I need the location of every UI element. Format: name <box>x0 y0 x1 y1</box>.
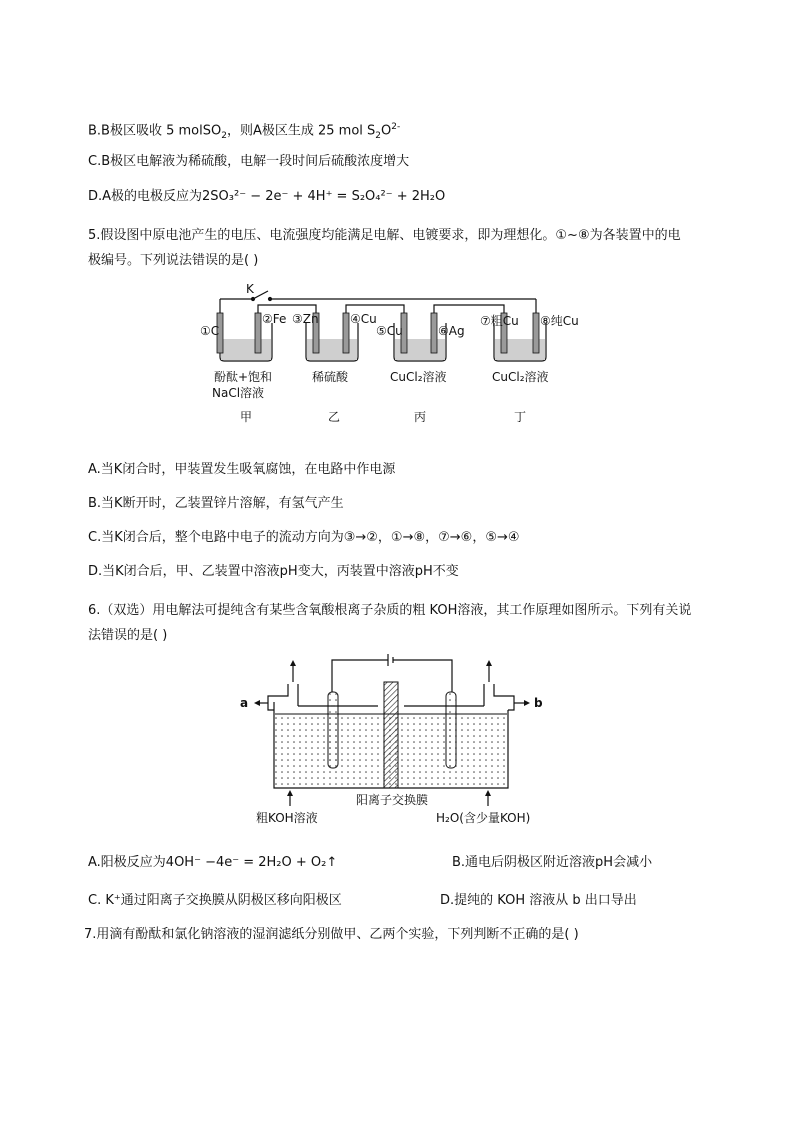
beaker-label-yi: 乙 <box>328 410 341 424</box>
q6-option-c: C. K⁺通过阳离子交换膜从阴极区移向阳极区 <box>88 893 342 908</box>
q6-electrolysis-diagram <box>238 650 558 830</box>
q4-option-b: B.B极区吸收 5 molSO$_2$，则A极区生成 25 mol $S_2O^{2-}$ <box>88 122 401 141</box>
cation-exchange-membrane <box>384 682 398 788</box>
q6-option-b: B.通电后阴极区附近溶液pH会减小 <box>452 855 653 870</box>
outlet-b-label: b <box>534 696 543 710</box>
electrode-6 <box>431 313 437 353</box>
electrode-label-2: ②Fe <box>262 312 287 326</box>
solution-label-jia-1: 酚酞+饱和 <box>214 370 273 384</box>
q5-option-c: C.当K闭合后，整个电路中电子的流动方向为③→②，①→⑧，⑦→⑥，⑤→④ <box>88 530 520 545</box>
beaker-label-ding: 丁 <box>514 410 527 424</box>
electrode-label-5: ⑤Cu <box>376 324 403 338</box>
electrode-8 <box>533 313 539 353</box>
membrane-label: 阳离子交换膜 <box>356 793 429 807</box>
solution-label-bing: CuCl₂溶液 <box>390 370 447 384</box>
electrode-2 <box>255 313 261 353</box>
right-electrode <box>446 692 456 768</box>
q6-stem-line1: 6.（双选）用电解法可提纯含有某些含氧酸根离子杂质的粗 KOH溶液，其工作原理如图所示。下列有关说 <box>88 603 692 618</box>
switch-label: K <box>246 283 254 296</box>
electrode-label-6: ⑥Ag <box>438 324 465 338</box>
q5-option-b: B.当K断开时，乙装置锌片溶解，有氢气产生 <box>88 496 344 511</box>
right-input-label: H₂O(含少量KOH) <box>436 811 531 825</box>
solution-label-yi: 稀硫酸 <box>312 370 349 384</box>
left-input-label: 粗KOH溶液 <box>256 811 318 825</box>
q5-option-d: D.当K闭合后，甲、乙装置中溶液pH变大，丙装置中溶液pH不变 <box>88 564 459 579</box>
q5-circuit-diagram <box>198 283 598 443</box>
electrode-label-4: ④Cu <box>350 312 377 326</box>
q4-option-d: D.A极的电极反应为2SO₃²⁻ − 2e⁻ + 4H⁺ = S₂O₄²⁻ + 2H₂O <box>88 189 446 204</box>
left-electrode <box>328 692 338 768</box>
outlet-a-label: a <box>240 696 249 710</box>
q6-option-a: A.阳极反应为4OH⁻ −4e⁻ = 2H₂O + O₂↑ <box>88 855 338 870</box>
q7-stem: 7.用滴有酚酞和氯化钠溶液的湿润滤纸分别做甲、乙两个实验，下列判断不正确的是( ) <box>84 927 579 942</box>
q6-stem-line2: 法错误的是( ) <box>88 628 168 643</box>
beaker-label-jia: 甲 <box>240 410 253 424</box>
q5-stem-line1: 5.假设图中原电池产生的电压、电流强度均能满足电解、电镀要求，即为理想化。①~⑧为各装置中的电 <box>88 228 681 243</box>
q5-option-a: A.当K闭合时，甲装置发生吸氧腐蚀，在电路中作电源 <box>88 462 396 477</box>
beaker-label-bing: 丙 <box>414 410 427 424</box>
electrode-label-8: ⑧纯Cu <box>540 314 579 328</box>
solution-label-ding: CuCl₂溶液 <box>492 370 549 384</box>
electrode-label-7: ⑦粗Cu <box>480 314 519 328</box>
q6-option-d: D.提纯的 KOH 溶液从 b 出口导出 <box>440 893 637 908</box>
electrode-label-1: ①C <box>200 324 220 338</box>
q4-option-c: C.B极区电解液为稀硫酸，电解一段时间后硫酸浓度增大 <box>88 154 410 169</box>
electrode-4 <box>343 313 349 353</box>
q5-stem-line2: 极编号。下列说法错误的是( ) <box>88 253 259 268</box>
electrode-label-3: ③Zn <box>292 312 319 326</box>
solution-label-jia-2: NaCl溶液 <box>212 386 265 400</box>
